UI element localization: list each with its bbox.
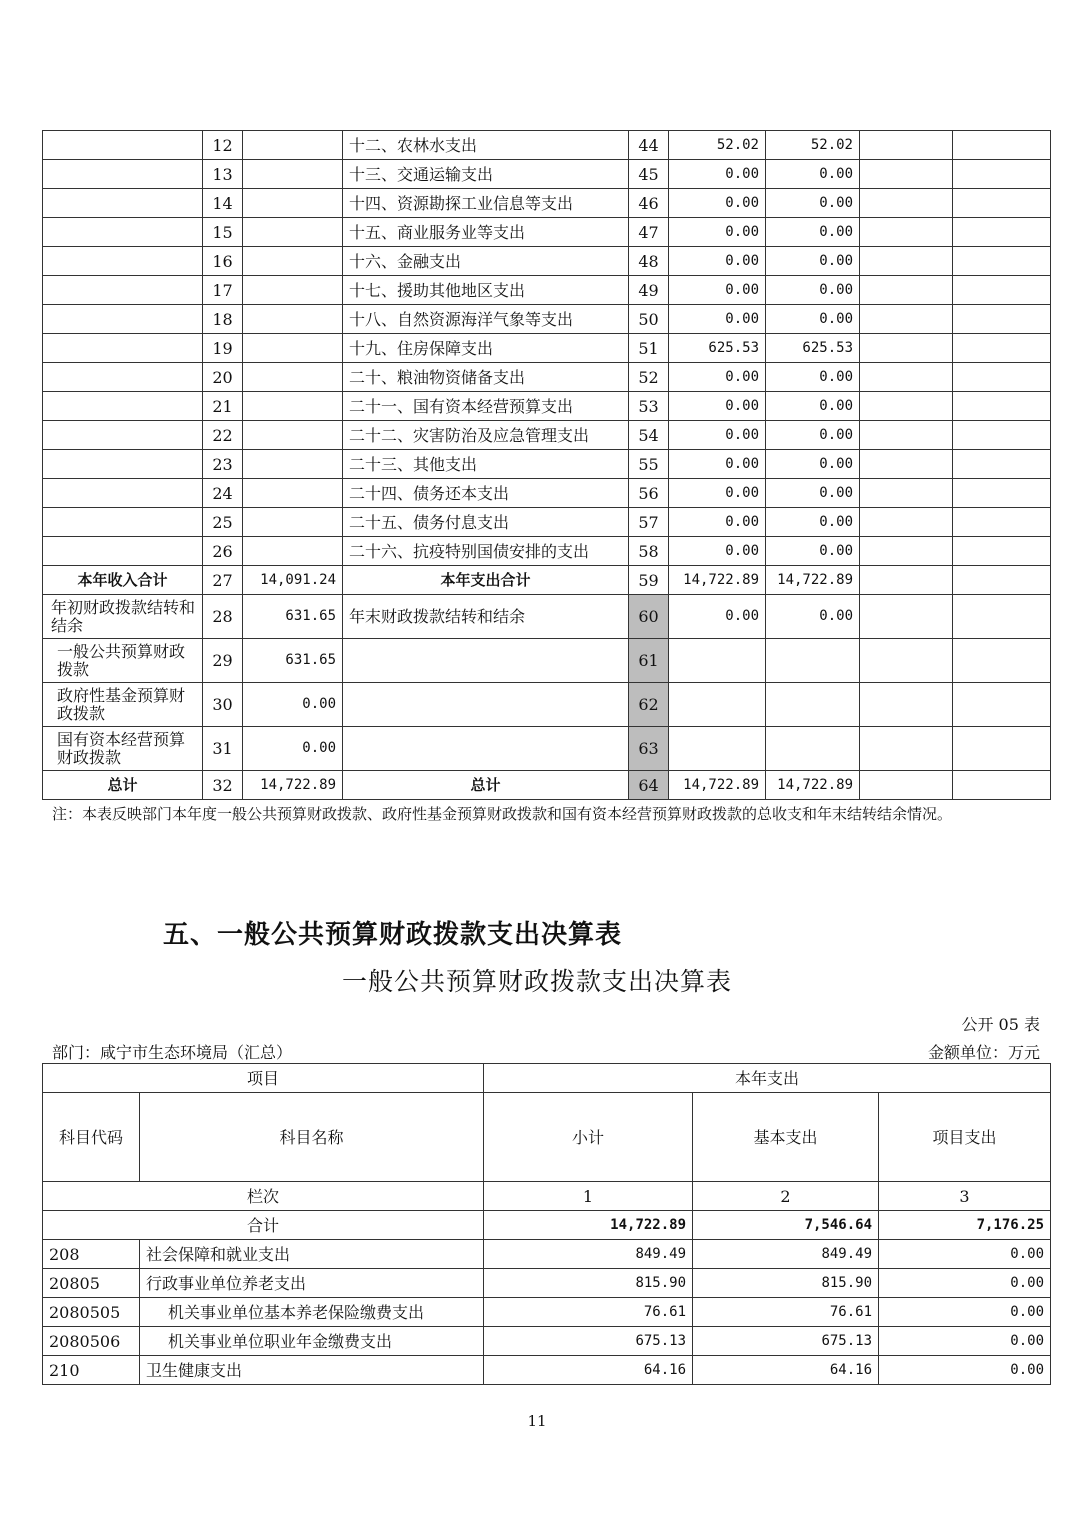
table-row: 23 二十三、其他支出 55 0.00 0.00 — [43, 450, 1051, 479]
table-title: 一般公共预算财政拨款支出决算表 — [341, 967, 732, 996]
table-row: 20805 行政事业单位养老支出 815.90 815.90 0.00 — [43, 1269, 1051, 1298]
table-row: 18 十八、自然资源海洋气象等支出 50 0.00 0.00 — [43, 305, 1051, 334]
table-row: 13 十三、交通运输支出 45 0.00 0.00 — [43, 160, 1051, 189]
table-row: 210 卫生健康支出 64.16 64.16 0.00 — [43, 1356, 1051, 1385]
header-item: 项目 — [43, 1064, 484, 1093]
general-budget-row: 一般公共预算财政拨款 29 631.65 61 — [43, 639, 1051, 683]
carryover-start-row: 年初财政拨款结转和结余 28 631.65 年末财政拨款结转和结余 60 0.00 0.00 — [43, 595, 1051, 639]
table-row: 12 十二、农林水支出 44 52.02 52.02 — [43, 131, 1051, 160]
header-subtotal: 小计 — [484, 1093, 693, 1182]
column-index-row: 栏次 1 2 3 — [43, 1182, 1051, 1211]
income-total-row: 本年收入合计 27 14,091.24 本年支出合计 59 14,722.89 14,722.89 — [43, 566, 1051, 595]
total-row: 合计 14,722.89 7,546.64 7,176.25 — [43, 1211, 1051, 1240]
table-row: 2080505 机关事业单位基本养老保险缴费支出 76.61 76.61 0.00 — [43, 1298, 1051, 1327]
table-row: 25 二十五、债务付息支出 57 0.00 0.00 — [43, 508, 1051, 537]
table-row: 19 十九、住房保障支出 51 625.53 625.53 — [43, 334, 1051, 363]
table-row: 20 二十、粮油物资储备支出 52 0.00 0.00 — [43, 363, 1051, 392]
table-row: 21 二十一、国有资本经营预算支出 53 0.00 0.00 — [43, 392, 1051, 421]
table-row: 14 十四、资源勘探工业信息等支出 46 0.00 0.00 — [43, 189, 1051, 218]
table-row: 2080506 机关事业单位职业年金缴费支出 675.13 675.13 0.00 — [43, 1327, 1051, 1356]
header-row — [43, 1093, 1051, 1182]
department-label: 部门：咸宁市生态环境局（汇总） — [52, 1043, 293, 1062]
table-note: 注：本表反映部门本年度一般公共预算财政拨款、政府性基金预算财政拨款和国有资本经营预算财政拨款的总收支和年末结转结余情况。 — [52, 805, 953, 823]
header-name: 科目名称 — [140, 1093, 484, 1182]
expenditure-table — [42, 1063, 1051, 1385]
table-row: 24 二十四、债务还本支出 56 0.00 0.00 — [43, 479, 1051, 508]
header-code: 科目代码 — [43, 1093, 140, 1182]
form-number: 公开 05 表 — [961, 1015, 1040, 1034]
grand-total-row: 总计 32 14,722.89 总计 64 14,722.89 14,722.89 — [43, 771, 1051, 800]
header-basic: 基本支出 — [693, 1093, 879, 1182]
gov-fund-row: 政府性基金预算财政拨款 30 0.00 62 — [43, 683, 1051, 727]
header-row — [43, 1064, 1051, 1093]
fiscal-summary-table — [42, 130, 1051, 800]
header-project: 项目支出 — [879, 1093, 1051, 1182]
page-number: 11 — [527, 1412, 547, 1430]
header-this-year: 本年支出 — [484, 1064, 1051, 1093]
table-row: 22 二十二、灾害防治及应急管理支出 54 0.00 0.00 — [43, 421, 1051, 450]
table-row: 15 十五、商业服务业等支出 47 0.00 0.00 — [43, 218, 1051, 247]
section-heading: 五、一般公共预算财政拨款支出决算表 — [163, 920, 623, 950]
table-row: 16 十六、金融支出 48 0.00 0.00 — [43, 247, 1051, 276]
table-row: 26 二十六、抗疫特别国债安排的支出 58 0.00 0.00 — [43, 537, 1051, 566]
table-row: 17 十七、援助其他地区支出 49 0.00 0.00 — [43, 276, 1051, 305]
amount-unit-label: 金额单位：万元 — [927, 1043, 1040, 1062]
table-row: 208 社会保障和就业支出 849.49 849.49 0.00 — [43, 1240, 1051, 1269]
state-capital-row: 国有资本经营预算财政拨款 31 0.00 63 — [43, 727, 1051, 771]
